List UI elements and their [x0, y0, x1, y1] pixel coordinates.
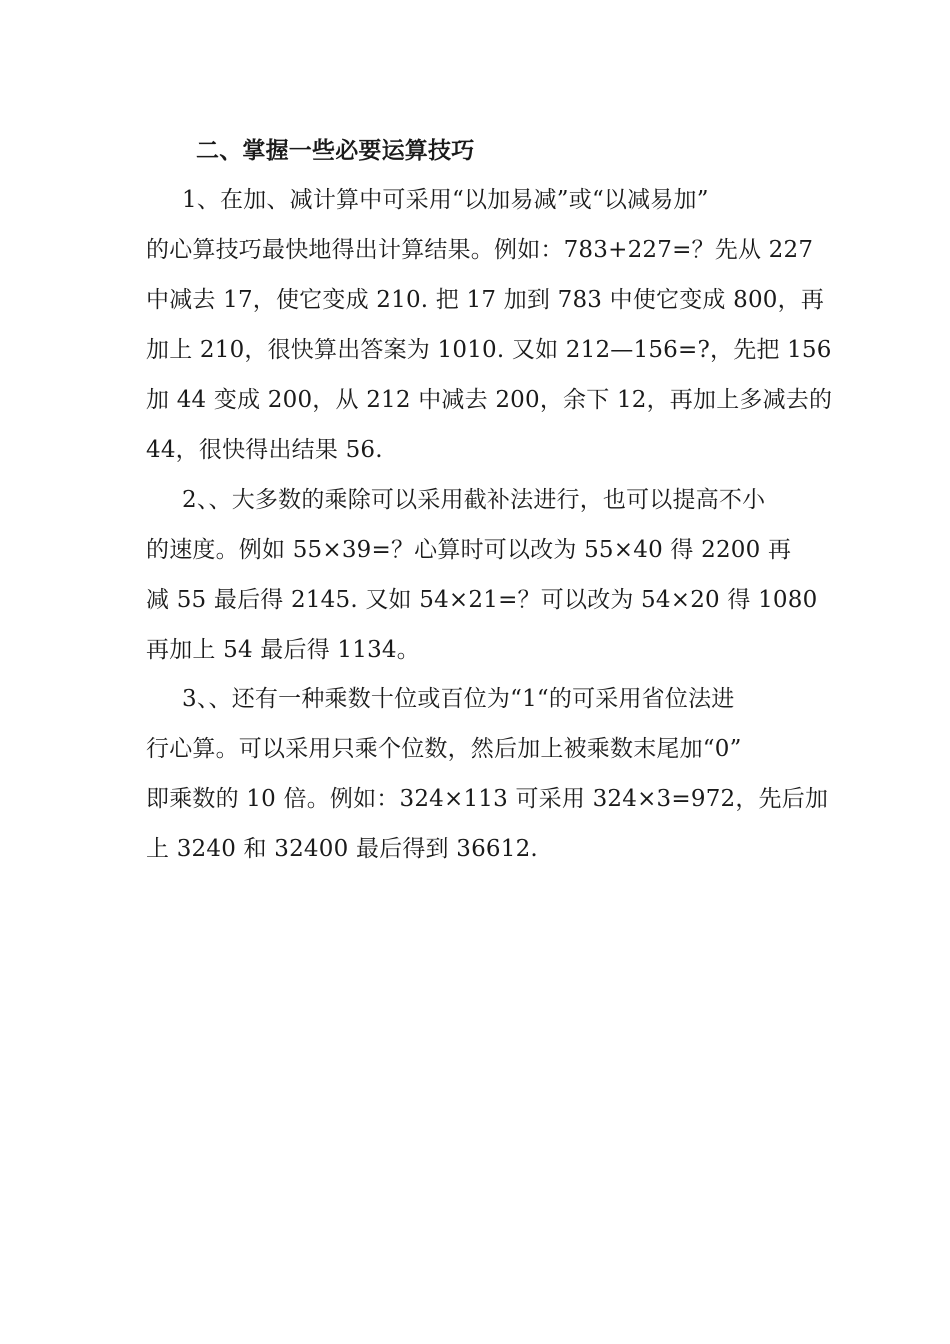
paragraph-1-line-1: 1、在加、减计算中可采用“以加易减”或“以减易加” [182, 187, 709, 213]
paragraph-2-line-1: 2、、大多数的乘除可以采用截补法进行，也可以提高不小 [182, 487, 766, 513]
paragraph-3-line-3: 即乘数的 10 倍。例如：324×113 可采用 324×3=972，先后加 [146, 786, 829, 812]
paragraph-1-line-2: 的心算技巧最快地得出计算结果。例如：783+227=？先从 227 [146, 237, 814, 263]
paragraph-1-line-6: 44，很快得出结果 56. [146, 437, 383, 463]
paragraph-2-line-2: 的速度。例如 55×39=？心算时可以改为 55×40 得 2200 再 [146, 537, 792, 563]
paragraph-3-line-4: 上 3240 和 32400 最后得到 36612. [146, 836, 538, 862]
paragraph-3-line-2: 行心算。可以采用只乘个位数，然后加上被乘数末尾加“0” [146, 736, 742, 762]
section-heading: 二、掌握一些必要运算技巧 [196, 137, 475, 164]
paragraph-1-line-5: 加 44 变成 200，从 212 中减去 200，余下 12，再加上多减去的 [146, 387, 833, 413]
paragraph-3-line-1: 3、、还有一种乘数十位或百位为“1“的可采用省位法进 [182, 686, 735, 712]
paragraph-2-line-4: 再加上 54 最后得 1134。 [146, 637, 420, 663]
paragraph-1-line-3: 中减去 17，使它变成 210. 把 17 加到 783 中使它变成 800，再 [146, 287, 825, 313]
paragraph-1-line-4: 加上 210，很快算出答案为 1010. 又如 212—156=?，先把 156 [146, 337, 832, 363]
paragraph-2-line-3: 减 55 最后得 2145. 又如 54×21=？可以改为 54×20 得 1080 [146, 587, 818, 613]
